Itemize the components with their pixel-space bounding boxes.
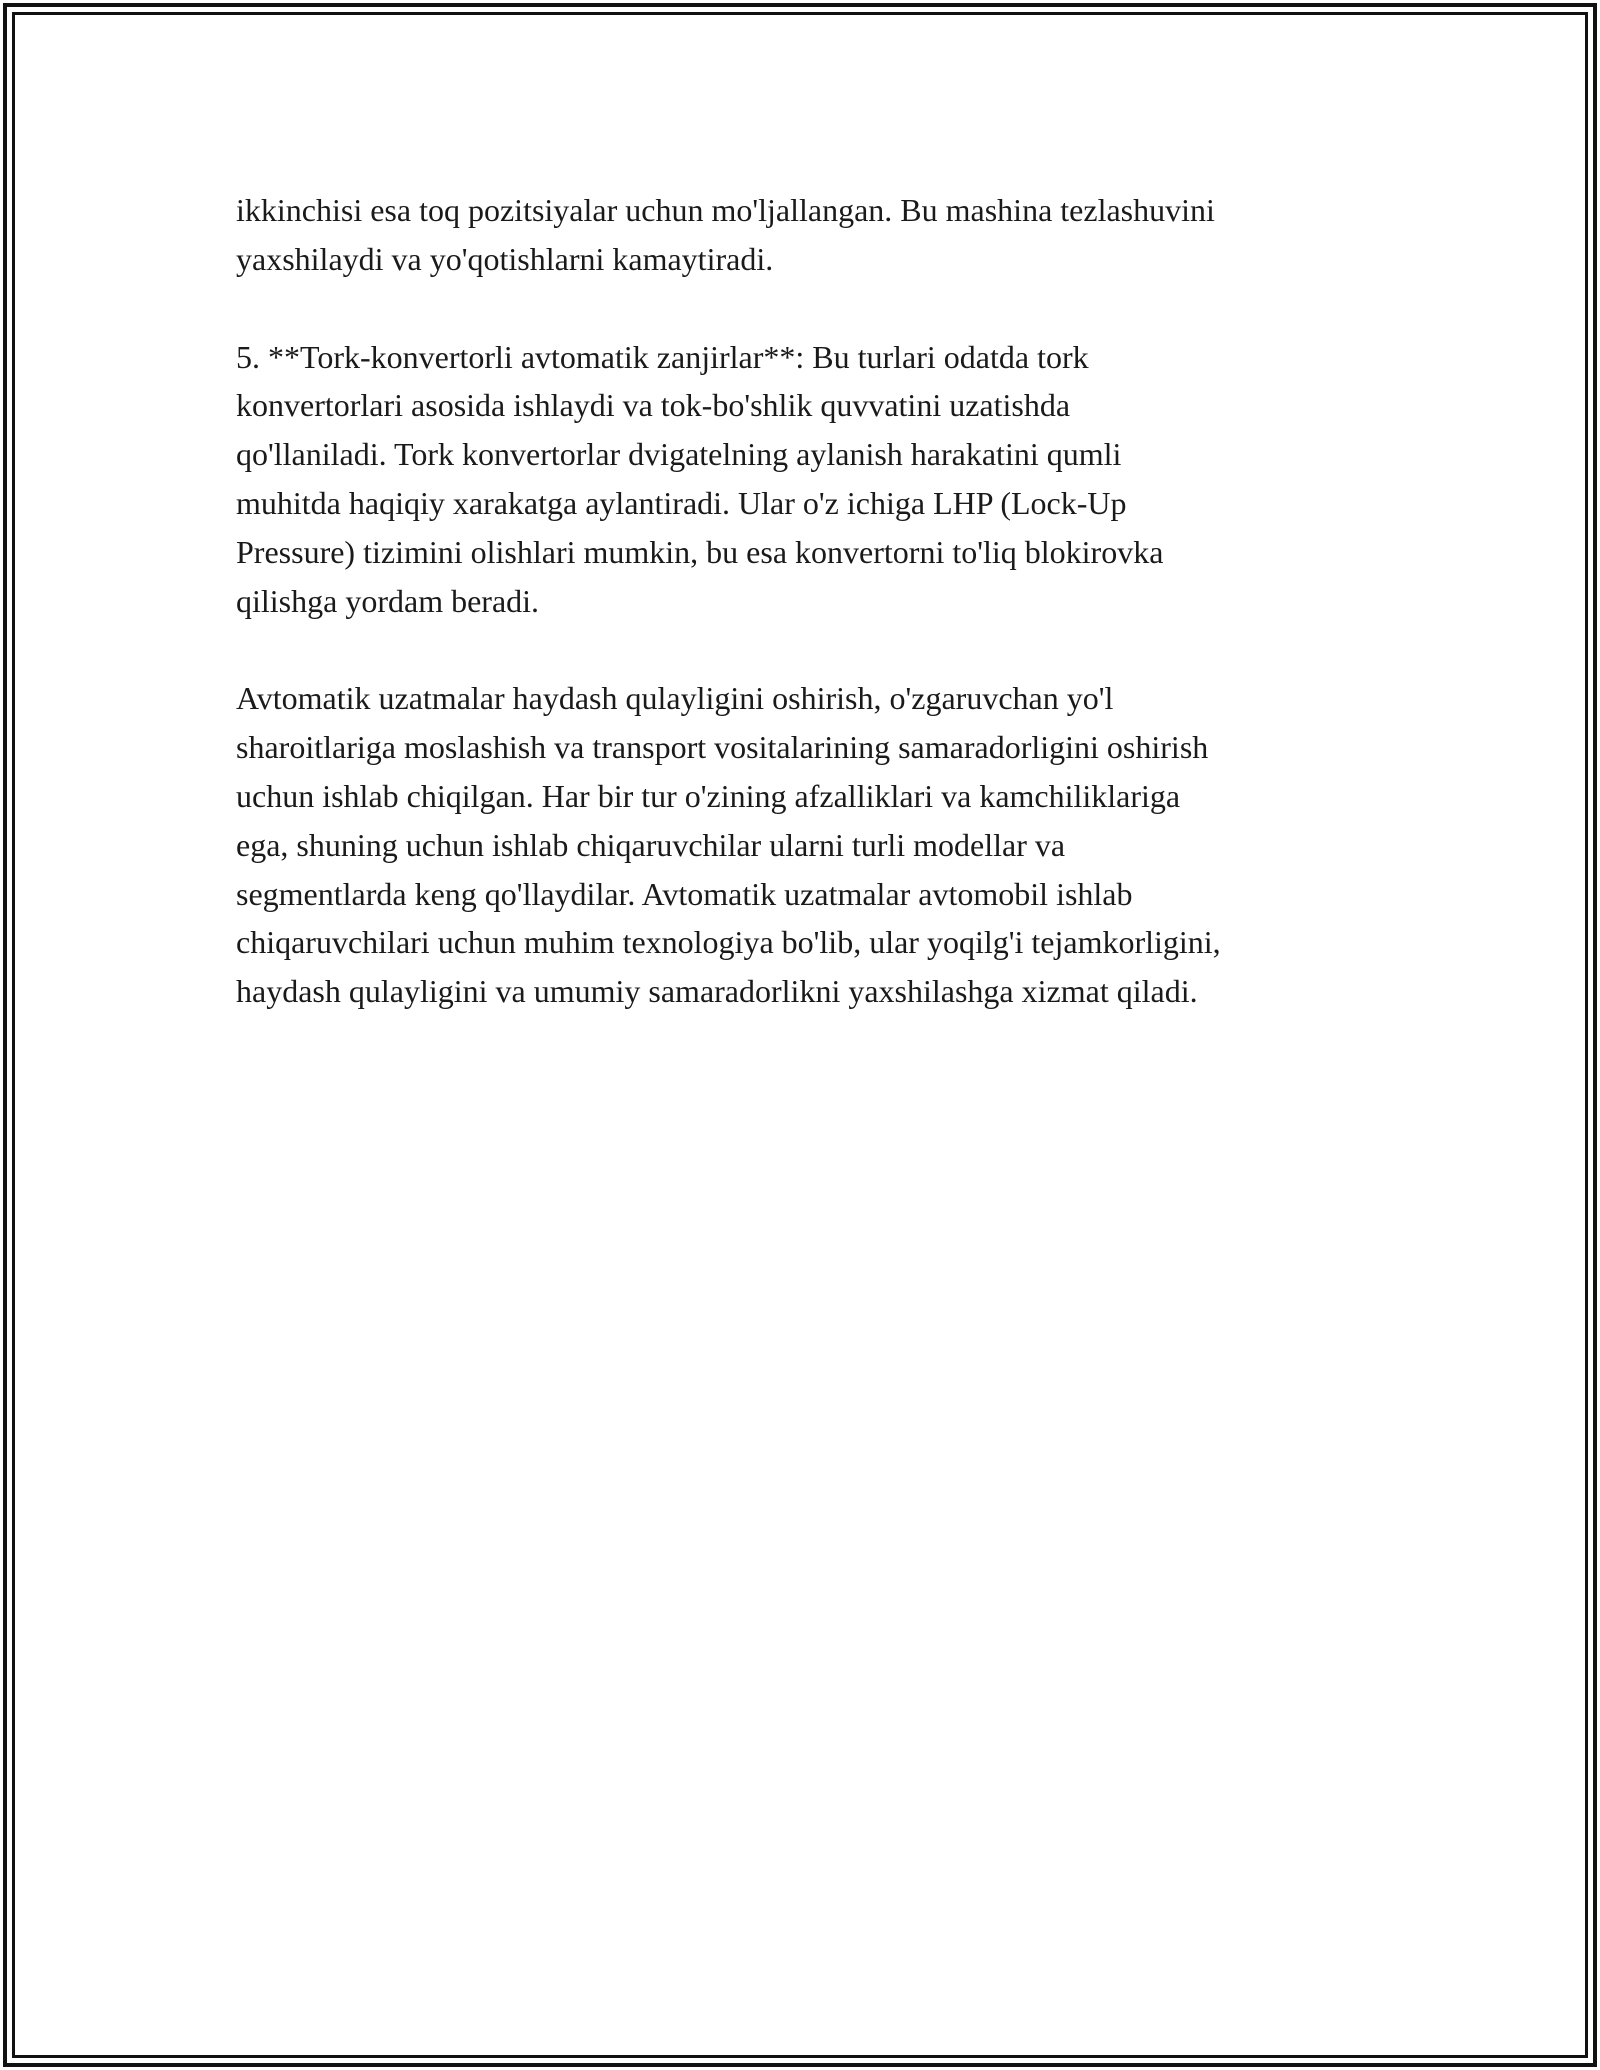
paragraph-conclusion: Avtomatik uzatmalar haydash qulayligini oshirish, o'zgaruvchan yo'l sharoitlariga moslashish va transport vositalarining samaradorligini oshirish uchun ishlab chiqilgan. Har bir tur o'zining afzalliklari va kamchiliklariga ega, shuning uchun ishlab chiqaruvchilar ularni turli modellar va segmentlarda keng qo'llaydilar. Avtomatik uzatmalar avtomobil ishlab chiqaruvchilari uchun muhim texnologiya bo'lib, ular yoqilg'i tejamkorligini, haydash qulayligini va umumiy samaradorlikni yaxshilashga xizmat qiladi. [236, 680, 1221, 1010]
paragraph-list-item-5: 5. **Tork-konvertorli avtomatik zanjirlar**: Bu turlari odatda tork konvertorlari asosida ishlaydi va tok-bo'shlik quvvatini uzatishda qo'llaniladi. Tork konvertorlar dvigatelning aylanish harakatini qumli muhitda haqiqiy xarakatga aylantiradi. Ular o'z ichiga LHP (Lock-Up Pressure) tizimini olishlari mumkin, bu esa konvertorni to'liq blokirovka qilishga yordam beradi. [236, 338, 1164, 619]
paragraph-continuation: ikkinchisi esa toq pozitsiyalar uchun mo'ljallangan. Bu mashina tezlashuvini yaxshilaydi va yo'qotishlarni kamaytiradi. [236, 192, 1215, 277]
page-content [236, 186, 1386, 1065]
